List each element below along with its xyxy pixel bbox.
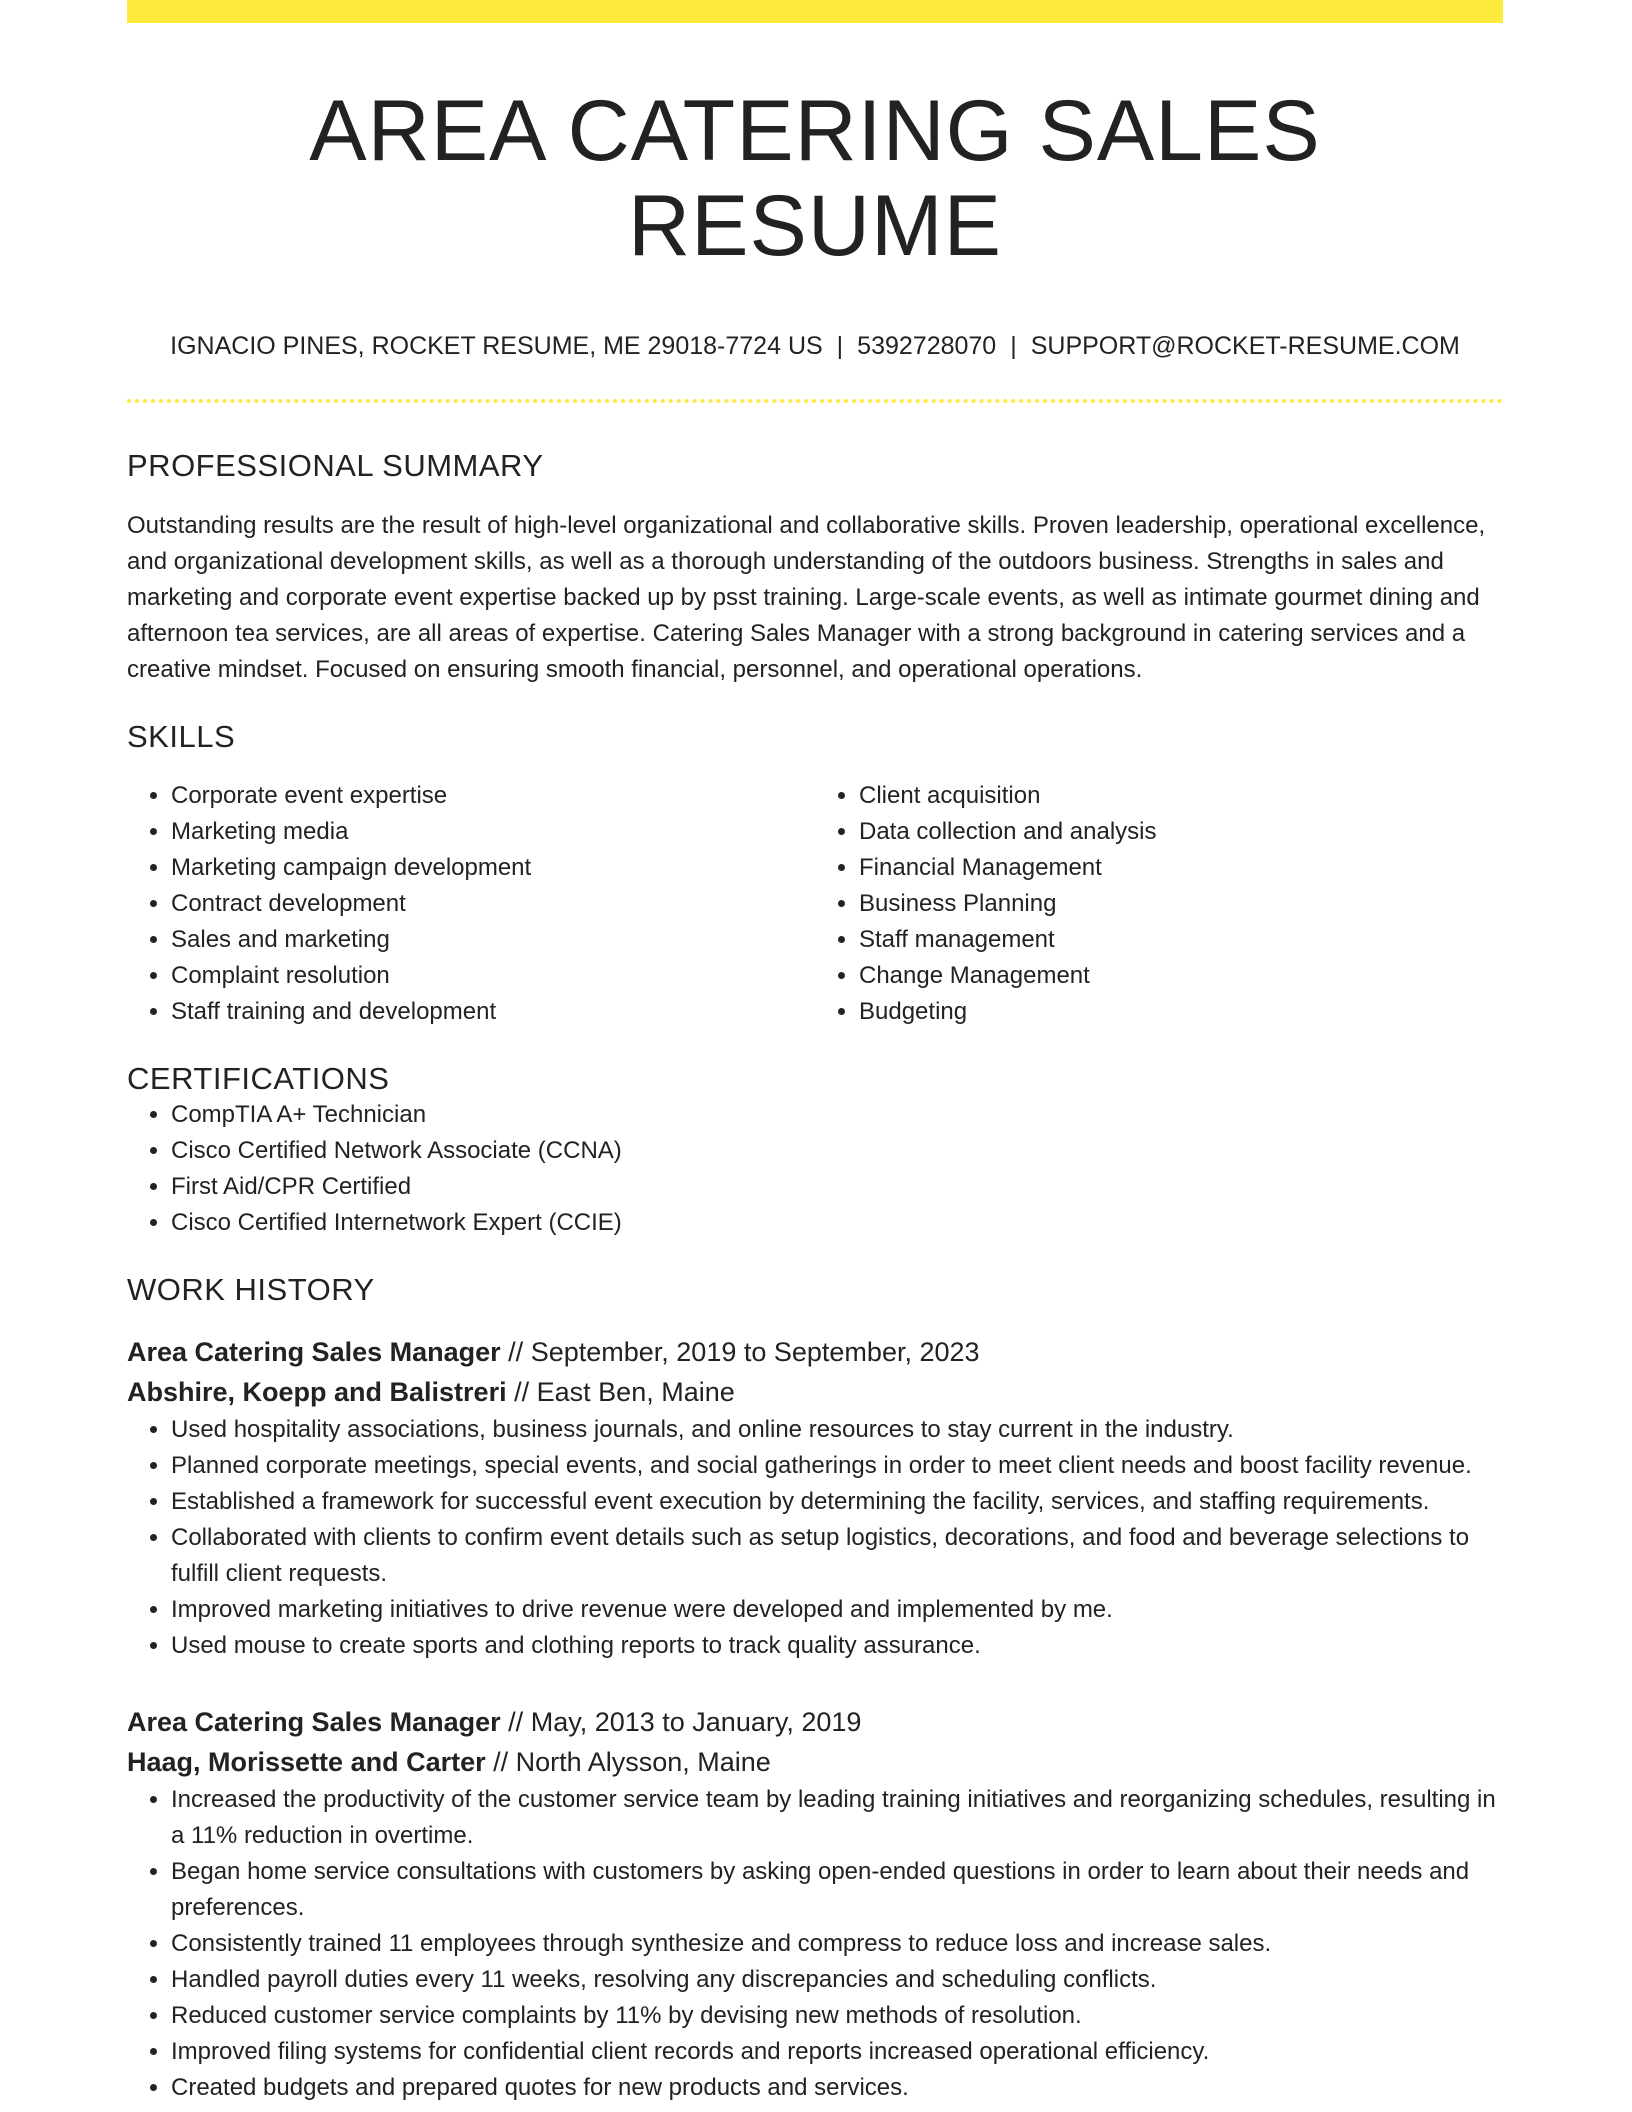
job-duties-list xyxy=(127,1782,1503,2106)
skill-item: • Marketing campaign development xyxy=(171,850,815,886)
job-duty-item: • Used hospitality associations, business journals, and online resources to stay current in the industry. xyxy=(171,1412,1503,1448)
job-title: Area Catering Sales Manager xyxy=(127,1706,501,1737)
certifications-heading: CERTIFICATIONS xyxy=(127,1060,390,1096)
skill-item: • Marketing media xyxy=(171,814,815,850)
job-duty-item: • Began home service consultations with customers by asking open-ended questions in order to learn about their needs and preferences. xyxy=(171,1854,1503,1926)
job-duty-item: • Created budgets and prepared quotes for new products and services. xyxy=(171,2070,1503,2106)
separator: // xyxy=(508,1336,524,1367)
certifications-list xyxy=(127,1097,1503,1241)
job-entry xyxy=(127,1332,1503,1664)
job-duty-item: • Increased the productivity of the customer service team by leading training initiatives and reorganizing schedules, resulting in a 11% reduction in overtime. xyxy=(171,1782,1503,1854)
skill-item: • Data collection and analysis xyxy=(859,814,1503,850)
skill-item: • Client acquisition xyxy=(859,778,1503,814)
job-dates: May, 2013 to January, 2019 xyxy=(530,1706,862,1737)
separator: // xyxy=(493,1746,509,1777)
skill-item: • Staff management xyxy=(859,922,1503,958)
job-duty-item: • Used mouse to create sports and clothing reports to track quality assurance. xyxy=(171,1628,1503,1664)
skill-item: • Financial Management xyxy=(859,850,1503,886)
skill-item: • Change Management xyxy=(859,958,1503,994)
job-company: Abshire, Koepp and Balistreri xyxy=(127,1376,507,1407)
job-entry xyxy=(127,1702,1503,2106)
certification-item: • CompTIA A+ Technician xyxy=(171,1097,1503,1133)
contact-email: SUPPORT@ROCKET-RESUME.COM xyxy=(1030,332,1460,361)
resume-page xyxy=(127,0,1503,2106)
separator: // xyxy=(508,1706,524,1737)
skill-item: • Complaint resolution xyxy=(171,958,815,994)
job-duty-item: • Collaborated with clients to confirm event details such as setup logistics, decorations, and food and beverage selections to fulfill client requests. xyxy=(171,1520,1503,1592)
work-history-heading: WORK HISTORY xyxy=(127,1271,375,1307)
accent-bar xyxy=(127,0,1503,23)
skill-item: • Contract development xyxy=(171,886,815,922)
job-duty-item: • Improved filing systems for confidential client records and reports increased operational efficiency. xyxy=(171,2034,1503,2070)
contact-line xyxy=(127,331,1503,361)
skills-list-right xyxy=(815,778,1503,1030)
summary-text: Outstanding results are the result of high-level organizational and collaborative skills. Proven leadership, operational excellence, and organizational development skills, as well as a thorough understanding of the outdoors business. Strengths in sales and marketing and corporate event expertise backed up by psst training. Large-scale events, as well as intimate gourmet dining and afternoon tea services, are all areas of expertise. Catering Sales Manager with a strong background in catering services and a creative mindset. Focused on ensuring smooth financial, personnel, and operational operations. xyxy=(127,512,1486,684)
job-dates: September, 2019 to September, 2023 xyxy=(530,1336,980,1367)
skill-item: • Budgeting xyxy=(859,994,1503,1030)
job-duty-item: • Consistently trained 11 employees through synthesize and compress to reduce loss and increase sales. xyxy=(171,1926,1503,1962)
job-title-line xyxy=(127,1702,1503,1742)
dotted-divider xyxy=(127,399,1503,403)
job-location: East Ben, Maine xyxy=(536,1376,735,1407)
job-duty-item: • Reduced customer service complaints by 11% by devising new methods of resolution. xyxy=(171,1998,1503,2034)
summary-heading: PROFESSIONAL SUMMARY xyxy=(127,448,544,484)
job-location: North Alysson, Maine xyxy=(515,1746,771,1777)
contact-address: IGNACIO PINES, ROCKET RESUME, ME 29018-7724 US xyxy=(170,332,823,361)
job-duty-item: • Handled payroll duties every 11 weeks, resolving any discrepancies and scheduling conflicts. xyxy=(171,1962,1503,1998)
job-duty-item: • Improved marketing initiatives to drive revenue were developed and implemented by me. xyxy=(171,1592,1503,1628)
contact-phone: 5392728070 xyxy=(857,332,997,361)
job-company-line xyxy=(127,1742,1503,1782)
certification-item: • Cisco Certified Network Associate (CCNA) xyxy=(171,1133,1503,1169)
separator: // xyxy=(514,1376,530,1407)
job-company-line xyxy=(127,1372,1503,1412)
skill-item: • Sales and marketing xyxy=(171,922,815,958)
job-title-line xyxy=(127,1332,1503,1372)
certification-item: • First Aid/CPR Certified xyxy=(171,1169,1503,1205)
contact-separator: | xyxy=(836,332,844,361)
skills-heading: SKILLS xyxy=(127,719,236,755)
skills-list-left xyxy=(127,778,815,1030)
skill-item: • Business Planning xyxy=(859,886,1503,922)
resume-title: AREA CATERING SALES RESUME xyxy=(309,83,1321,274)
job-title: Area Catering Sales Manager xyxy=(127,1336,501,1367)
job-duty-item: • Planned corporate meetings, special events, and social gatherings in order to meet client needs and boost facility revenue. xyxy=(171,1448,1503,1484)
job-duties-list xyxy=(127,1412,1503,1664)
contact-separator: | xyxy=(1010,332,1017,361)
skill-item: • Corporate event expertise xyxy=(171,778,815,814)
skills-columns xyxy=(127,778,1503,1030)
job-duty-item: • Established a framework for successful event execution by determining the facility, services, and staffing requirements. xyxy=(171,1484,1503,1520)
skill-item: • Staff training and development xyxy=(171,994,815,1030)
certification-item: • Cisco Certified Internetwork Expert (CCIE) xyxy=(171,1205,1503,1241)
job-company: Haag, Morissette and Carter xyxy=(127,1746,486,1777)
work-history-list xyxy=(127,1332,1503,2106)
